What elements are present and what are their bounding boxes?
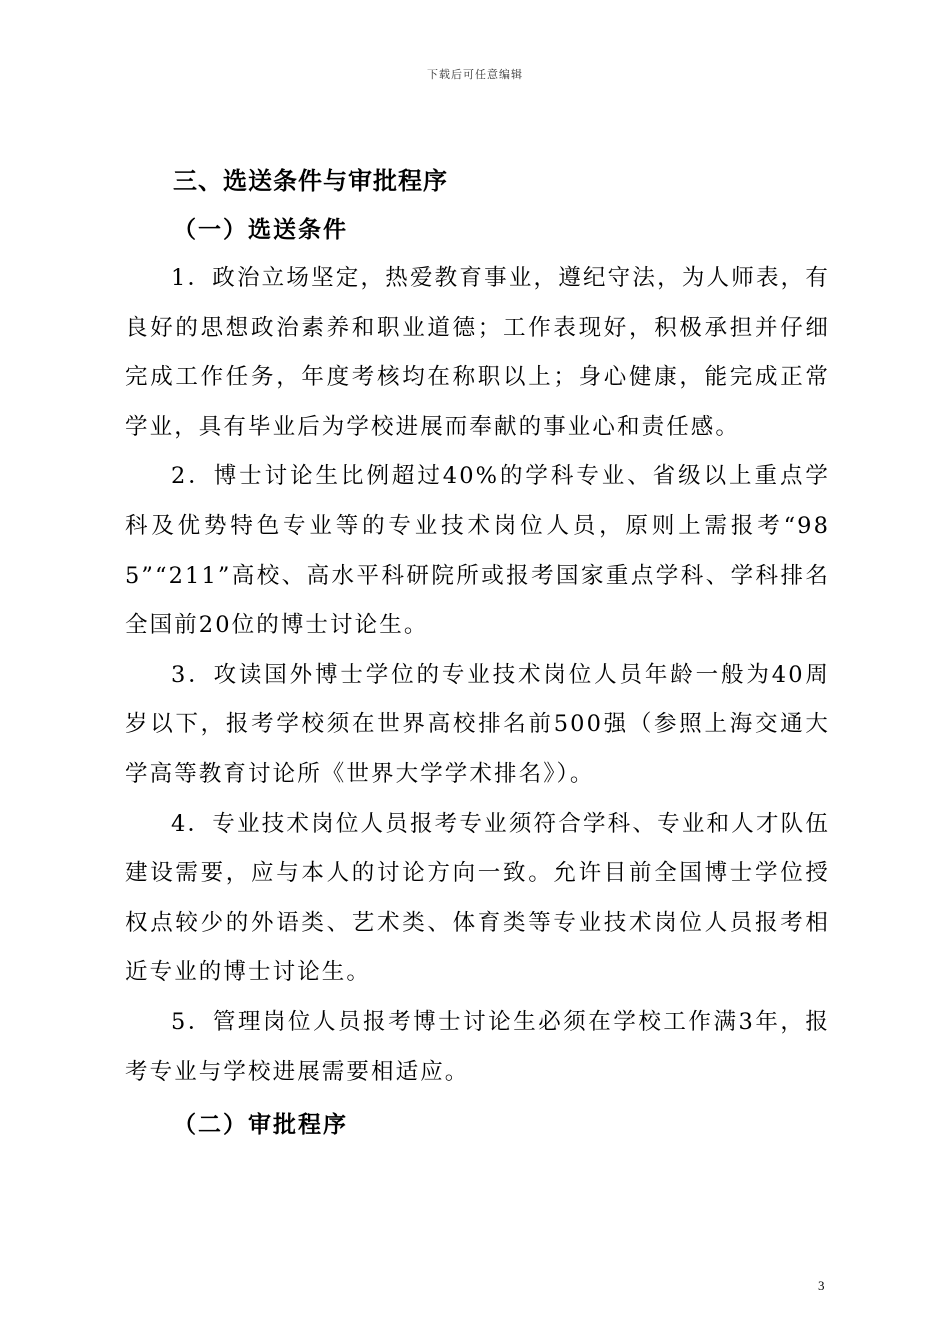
condition-item-5: 5．管理岗位人员报考博士讨论生必须在学校工作满3年，报考专业与学校进展需要相适应。	[125, 1008, 830, 1085]
condition-item-3: 3．攻读国外博士学位的专业技术岗位人员年龄一般为40周岁以下，报考学校须在世界高校排名前500强（参照上海交通大学高等教育讨论所《世界大学学术排名》）。	[125, 661, 830, 787]
page-number: 3	[818, 1278, 825, 1293]
subsection-title-approval-procedure: （二）审批程序	[173, 1112, 348, 1139]
condition-item-2: 2．博士讨论生比例超过40%的学科专业、省级以上重点学科及优势特色专业等的专业技术岗位人员，原则上需报考“985”“211”高校、高水平科研院所或报考国家重点学科、学科排名全国前20位的博士讨论生。	[125, 463, 830, 639]
section-title: 三、选送条件与审批程序	[173, 167, 448, 195]
header-note: 下载后可任意编辑	[427, 68, 523, 81]
document-body	[125, 156, 830, 1149]
condition-item-1: 1．政治立场坚定，热爱教育事业，遵纪守法，为人师表，有良好的思想政治素养和职业道德；工作表现好，积极承担并仔细完成工作任务，年度考核均在称职以上；身心健康，能完成正常学业，具有毕业后为学校进展而奉献的事业心和责任感。	[125, 265, 830, 440]
condition-item-4: 4．专业技术岗位人员报考专业须符合学科、专业和人才队伍建设需要，应与本人的讨论方向一致。允许目前全国博士学位授权点较少的外语类、艺术类、体育类等专业技术岗位人员报考相近专业的博士讨论生。	[125, 810, 830, 986]
subsection-title-selection-conditions: （一）选送条件	[173, 217, 348, 243]
